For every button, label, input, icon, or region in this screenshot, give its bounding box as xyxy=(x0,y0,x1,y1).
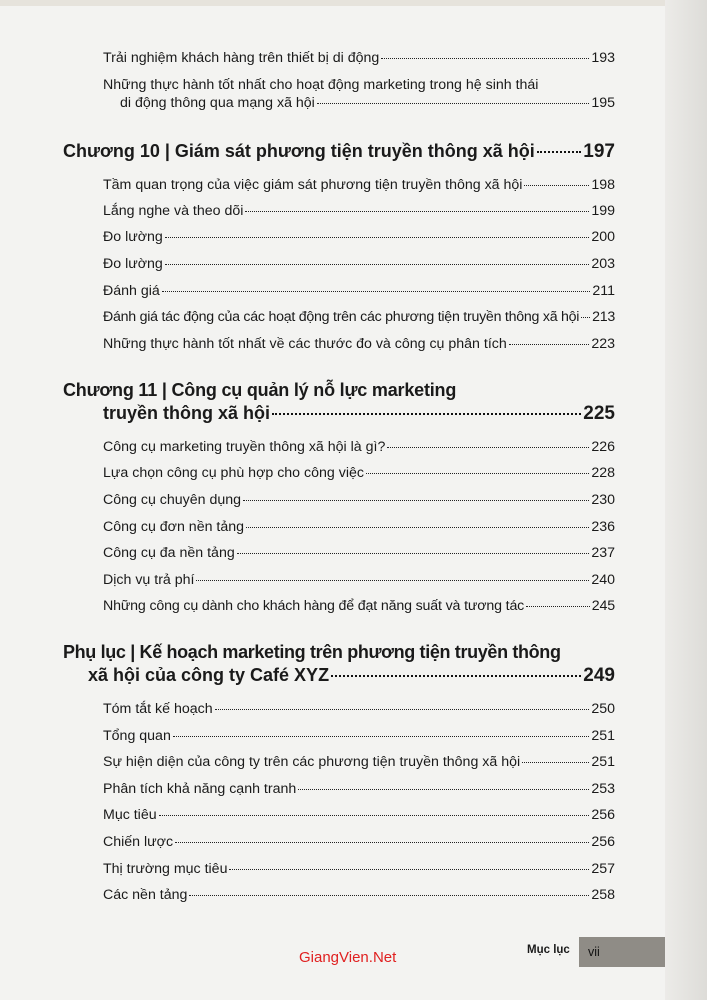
toc-entry[interactable] xyxy=(103,439,615,461)
leader-dots xyxy=(245,211,589,212)
leader-dots xyxy=(509,344,590,345)
toc-entry-page: 211 xyxy=(592,283,615,299)
toc-entry-title: Dịch vụ trả phí xyxy=(103,572,195,588)
toc-entry-page: 256 xyxy=(591,807,615,823)
appendix-title-line1: Phụ lục | Kế hoạch marketing trên phương tiện truyền thông xyxy=(63,642,561,662)
toc-entry[interactable] xyxy=(103,519,615,541)
leader-dots xyxy=(165,237,590,238)
watermark: GiangVien.Net xyxy=(299,949,397,966)
toc-entry-page: 230 xyxy=(591,492,615,508)
toc-entry[interactable] xyxy=(103,309,615,331)
toc-entry-title: Công cụ đa nền tảng xyxy=(103,545,235,561)
appendix-page: 249 xyxy=(583,665,615,686)
toc-entry[interactable] xyxy=(103,203,615,225)
toc-entry[interactable] xyxy=(120,95,615,117)
toc-entry-page: 195 xyxy=(591,95,615,111)
appendix-title-line2: xã hội của công ty Café XYZ xyxy=(88,665,330,685)
toc-entry-page: 251 xyxy=(591,728,615,744)
leader-dots xyxy=(387,447,589,448)
toc-entry-page: 213 xyxy=(592,309,615,325)
toc-entry[interactable] xyxy=(103,781,615,803)
toc-entry-title: Thị trường mục tiêu xyxy=(103,861,228,877)
leader-dots xyxy=(162,291,591,292)
toc-entry[interactable] xyxy=(103,545,615,567)
toc-entry-title: Sự hiện diện của công ty trên các phương tiện truyền thông xã hội xyxy=(103,754,521,770)
leader-dots xyxy=(237,553,590,554)
toc-entry-page: 199 xyxy=(591,203,615,219)
toc-entry-title: Công cụ đơn nền tảng xyxy=(103,519,245,535)
toc-entry[interactable] xyxy=(103,834,615,856)
toc-entry-title: Đo lường xyxy=(103,229,163,245)
toc-entry-title: Những công cụ dành cho khách hàng để đạt năng suất và tương tác xyxy=(103,598,525,614)
toc-entry[interactable] xyxy=(103,861,615,883)
toc-entry[interactable] xyxy=(103,229,615,251)
toc-entry-title: Những thực hành tốt nhất về các thước đo và công cụ phân tích xyxy=(103,336,507,352)
leader-dots xyxy=(215,709,590,710)
page-number: vii xyxy=(588,945,600,959)
toc-entry-title: Công cụ marketing truyền thông xã hội là gì? xyxy=(103,439,386,455)
toc-entry-page: 223 xyxy=(591,336,615,352)
toc-entry-title: Tổng quan xyxy=(103,728,171,744)
page-edge xyxy=(665,0,707,1000)
toc-entry-page: 245 xyxy=(591,598,615,614)
toc-entry[interactable] xyxy=(103,598,615,620)
leader-dots xyxy=(317,103,589,104)
toc-entry[interactable] xyxy=(103,887,615,909)
leader-dots xyxy=(272,413,581,415)
leader-dots xyxy=(229,869,589,870)
leader-dots xyxy=(159,815,590,816)
toc-entry[interactable] xyxy=(103,701,615,723)
toc-entry-page: 228 xyxy=(591,465,615,481)
leader-dots xyxy=(581,317,590,318)
toc-entry-title: Trải nghiệm khách hàng trên thiết bị di động xyxy=(103,50,380,66)
toc-entry[interactable] xyxy=(103,572,615,594)
toc-entry[interactable] xyxy=(103,336,615,358)
leader-dots xyxy=(331,675,581,677)
toc-entry-page: 193 xyxy=(591,50,615,66)
leader-dots xyxy=(175,842,589,843)
chapter-heading[interactable] xyxy=(63,141,615,163)
chapter-heading[interactable] xyxy=(103,403,615,425)
toc-entry-title-line2: di động thông qua mạng xã hội xyxy=(120,95,315,111)
leader-dots xyxy=(196,580,589,581)
leader-dots xyxy=(298,789,589,790)
toc-entry-page: 198 xyxy=(591,177,615,193)
toc-entry-page: 257 xyxy=(591,861,615,877)
leader-dots xyxy=(246,527,589,528)
toc-entry-page: 200 xyxy=(591,229,615,245)
leader-dots xyxy=(243,500,589,501)
toc-entry-title: Lựa chọn công cụ phù hợp cho công việc xyxy=(103,465,364,481)
toc-entry-page: 251 xyxy=(591,754,615,770)
toc-entry[interactable] xyxy=(103,465,615,487)
toc-entry-title: Phân tích khả năng cạnh tranh xyxy=(103,781,297,797)
leader-dots xyxy=(524,185,589,186)
toc-entry-page: 236 xyxy=(591,519,615,535)
toc-entry-page: 256 xyxy=(591,834,615,850)
toc-entry-page: 253 xyxy=(591,781,615,797)
leader-dots xyxy=(366,473,589,474)
toc-entry[interactable] xyxy=(103,807,615,829)
toc-entry-page: 237 xyxy=(591,545,615,561)
page-top-strip xyxy=(0,0,707,6)
toc-entry-title: Mục tiêu xyxy=(103,807,157,823)
leader-dots xyxy=(381,58,589,59)
chapter-title-line1: Chương 11 | Công cụ quản lý nỗ lực marketing xyxy=(63,380,457,400)
toc-entry-title: Đánh giá xyxy=(103,283,160,299)
leader-dots xyxy=(173,736,589,737)
chapter-page: 225 xyxy=(583,403,615,424)
toc-entry-page: 258 xyxy=(591,887,615,903)
toc-entry[interactable] xyxy=(103,492,615,514)
toc-entry-title: Tầm quan trọng của việc giám sát phương tiện truyền thông xã hội xyxy=(103,177,523,193)
chapter-title-line2: truyền thông xã hội xyxy=(103,403,271,423)
appendix-heading[interactable] xyxy=(88,665,615,687)
chapter-title: Chương 10 | Giám sát phương tiện truyền thông xã hội xyxy=(63,141,535,161)
section-label: Mục lục xyxy=(527,944,570,956)
toc-entry[interactable] xyxy=(103,177,615,199)
toc-entry-page: 203 xyxy=(591,256,615,272)
toc-entry[interactable] xyxy=(103,728,615,750)
leader-dots xyxy=(189,895,589,896)
leader-dots xyxy=(526,606,590,607)
chapter-page: 197 xyxy=(583,141,615,162)
toc-entry[interactable] xyxy=(103,50,615,72)
leader-dots xyxy=(522,762,589,763)
toc-entry-page: 226 xyxy=(591,439,615,455)
toc-entry-page: 240 xyxy=(591,572,615,588)
toc-entry-title: Đo lường xyxy=(103,256,163,272)
leader-dots xyxy=(165,264,590,265)
toc-entry-page: 250 xyxy=(591,701,615,717)
toc-entry[interactable] xyxy=(103,283,615,305)
toc-entry[interactable] xyxy=(103,754,615,776)
toc-entry-title-line1: Những thực hành tốt nhất cho hoạt động marketing trong hệ sinh thái xyxy=(103,77,539,93)
toc-entry-title: Lắng nghe và theo dõi xyxy=(103,203,244,219)
toc-entry-title: Công cụ chuyên dụng xyxy=(103,492,242,508)
toc-entry[interactable] xyxy=(103,256,615,278)
toc-entry-title: Tóm tắt kế hoạch xyxy=(103,701,213,717)
leader-dots xyxy=(537,151,582,153)
toc-entry-title: Chiến lược xyxy=(103,834,174,850)
toc-entry-title: Đánh giá tác động của các hoạt động trên các phương tiện truyền thông xã hội xyxy=(103,309,580,325)
toc-entry-title: Các nền tảng xyxy=(103,887,188,903)
